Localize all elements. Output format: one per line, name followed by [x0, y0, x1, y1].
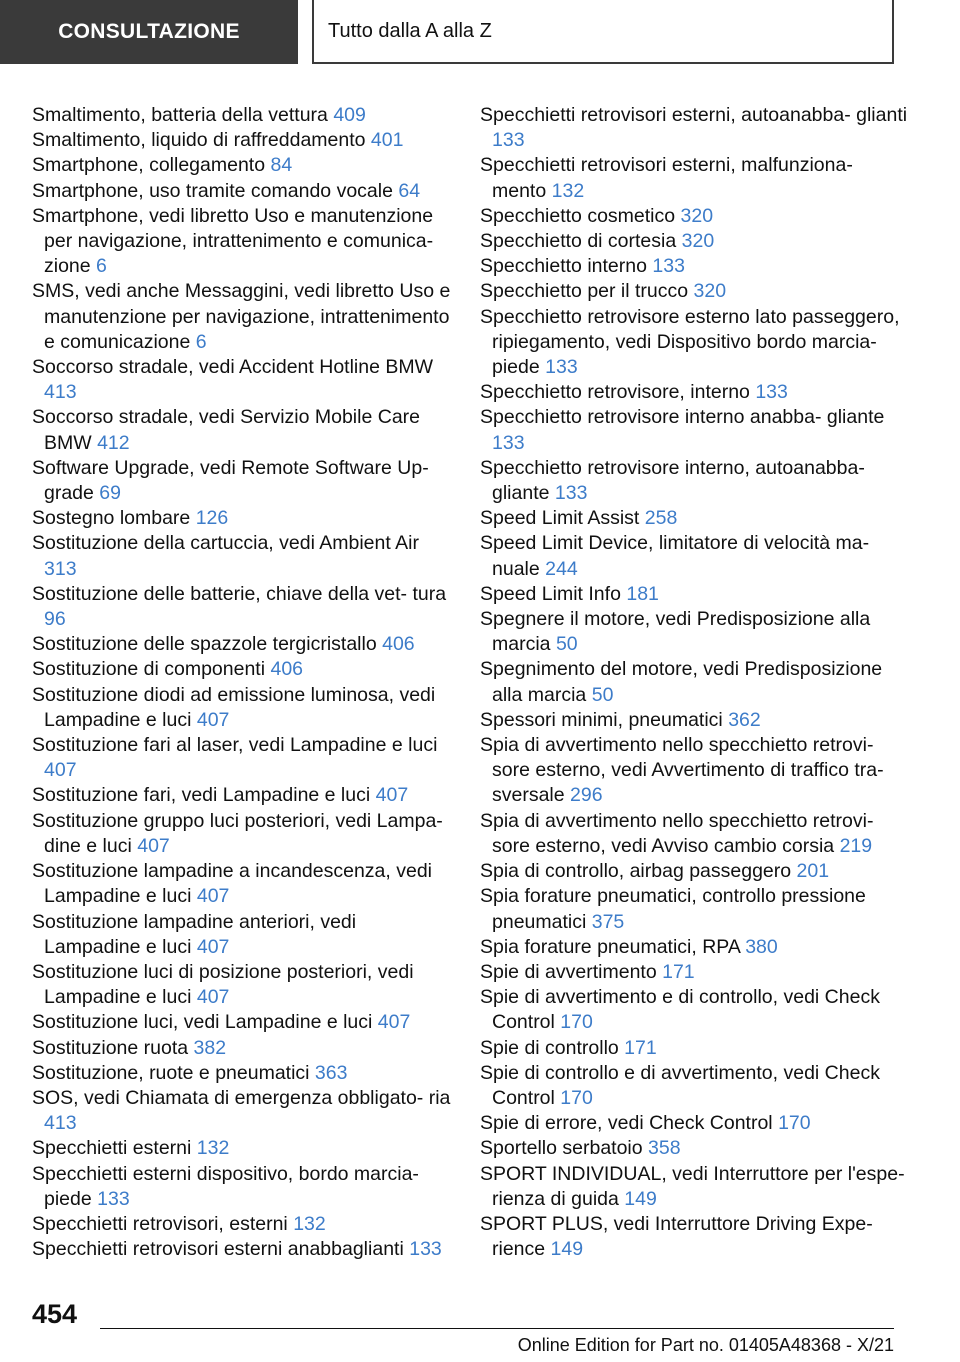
index-entry-text: Speed Limit Device, limitatore di velocità ma‐ nuale [480, 532, 870, 580]
page-reference-link[interactable]: 6 [195, 330, 207, 353]
index-entry-text: SPORT INDIVIDUAL, vedi Interruttore per l'espe‐ rienza di guida [480, 1162, 905, 1210]
index-entry [32, 1010, 452, 1035]
index-entry [480, 733, 910, 809]
index-entry [480, 229, 910, 254]
page-reference-link[interactable]: 358 [648, 1137, 681, 1160]
index-entry-text: Spegnere il motore, vedi Predisposizione alla marcia [480, 608, 871, 656]
index-entry-text: SPORT PLUS, vedi Interruttore Driving Expe‐ rience [480, 1212, 873, 1261]
page-reference-link[interactable]: 382 [193, 1036, 227, 1059]
index-entry-text: Sostituzione lampadine anteriori, vedi Lampadine e luci [32, 910, 357, 958]
index-entry [32, 960, 452, 1010]
footer-divider [100, 1328, 894, 1329]
index-entry [480, 582, 910, 607]
index-entry [32, 531, 452, 581]
page-reference-link[interactable]: 171 [662, 960, 695, 983]
index-entry [32, 204, 452, 280]
index-entry-text: Spie di errore, vedi Check Control [480, 1112, 773, 1135]
index-entry-text: Sostituzione delle spazzole tergicristallo [32, 633, 377, 656]
page-reference-link[interactable]: 133 [755, 381, 788, 404]
index-entry [480, 204, 910, 229]
page-reference-link[interactable]: 69 [99, 482, 121, 505]
index-entry-text: Speed Limit Assist [480, 507, 640, 530]
index-entry [32, 279, 452, 355]
page-reference-link[interactable]: 219 [839, 834, 873, 857]
index-entry-text: Specchietto cosmetico [480, 204, 676, 227]
index-entry-text: Spie di avvertimento e di controllo, vedi Check Control [480, 986, 880, 1034]
index-entry [32, 809, 452, 859]
page-reference-link[interactable]: 409 [333, 104, 366, 126]
page-reference-link[interactable]: 170 [778, 1112, 811, 1135]
index-entry-text: Spia di avvertimento nello specchietto retrovi‐ sore esterno, vedi Avvertimento di traffico tra‐ sversale [480, 734, 884, 807]
index-entry-text: Smartphone, uso tramite comando vocale [32, 179, 393, 202]
page-reference-link[interactable]: 170 [560, 1086, 593, 1109]
page-reference-link[interactable]: 407 [196, 708, 230, 731]
page-reference-link[interactable]: 320 [681, 230, 715, 253]
page-reference-link[interactable]: 407 [196, 885, 230, 908]
index-entry-text: SOS, vedi Chiamata di emergenza obbligato‐ ria [32, 1086, 451, 1109]
page-reference-link[interactable]: 406 [382, 633, 415, 656]
page-reference-link[interactable]: 401 [370, 129, 404, 152]
index-entry-text: Sostituzione delle batterie, chiave della vet‐ tura [32, 582, 447, 605]
index-entry-text: Specchietti esterni [32, 1137, 192, 1160]
index-entry-text: Sostituzione fari, vedi Lampadine e luci [32, 784, 371, 807]
index-entry [32, 103, 452, 128]
page-reference-link[interactable]: 320 [680, 204, 714, 227]
page-reference-link[interactable]: 84 [270, 154, 293, 177]
index-entry [32, 456, 452, 506]
index-entry [480, 1212, 910, 1262]
page-reference-link[interactable]: 171 [624, 1036, 657, 1059]
index-column-left [32, 103, 452, 1262]
page-reference-link[interactable]: 413 [44, 1112, 77, 1135]
index-entry [480, 456, 910, 506]
index-entry [32, 1061, 452, 1086]
index-entry [32, 657, 452, 682]
index-entry-text: Specchietti retrovisori esterni anabbaglianti [32, 1238, 404, 1261]
index-entry [480, 607, 910, 657]
section-tab: CONSULTAZIONE [0, 0, 298, 64]
index-entry [480, 380, 910, 405]
index-entry-text: Specchietti retrovisori, esterni [32, 1212, 288, 1235]
index-entry [32, 506, 452, 531]
index-entry-text: Smaltimento, liquido di raffreddamento [32, 129, 366, 152]
index-entry [32, 783, 452, 808]
page-reference-link[interactable]: 50 [555, 633, 578, 656]
index-entry-text: Sostituzione fari al laser, vedi Lampadine e luci [32, 734, 438, 757]
page-reference-link[interactable]: 64 [398, 179, 421, 202]
index-entry-text: Spia di avvertimento nello specchietto retrovi‐ sore esterno, vedi Avviso cambio corsia [480, 809, 874, 857]
index-entry [480, 506, 910, 531]
index-entry [32, 153, 452, 178]
index-entry-text: Sostituzione della cartuccia, vedi Ambient Air [32, 532, 419, 555]
index-entry-text: Smartphone, collegamento [32, 154, 266, 177]
page-reference-link[interactable]: 132 [293, 1212, 326, 1235]
index-entry-text: Sostituzione ruota [32, 1036, 189, 1059]
page-reference-link[interactable]: 313 [44, 557, 77, 580]
index-entry-text: Spia forature pneumatici, RPA [480, 935, 740, 958]
page-reference-link[interactable]: 132 [196, 1137, 230, 1160]
page-reference-link[interactable]: 244 [545, 557, 578, 580]
index-entry [32, 355, 452, 405]
index-entry [480, 405, 910, 455]
index-entry-text: Specchietto interno [480, 255, 647, 278]
index-entry-text: Specchietto retrovisore esterno lato passeggero, ripiegamento, vedi Dispositivo bordo marcia‐ piede [480, 305, 900, 379]
index-entry [480, 884, 910, 934]
index-entry [480, 1136, 910, 1161]
chapter-title: Tutto dalla A alla Z [312, 0, 894, 64]
page-reference-link[interactable]: 170 [560, 1011, 593, 1034]
page-reference-link[interactable]: 132 [551, 179, 585, 202]
index-entry-text: Smartphone, vedi libretto Uso e manutenzione per navigazione, intrattenimento e comunica‐ zione [32, 204, 434, 278]
page-reference-link[interactable]: 320 [693, 280, 727, 303]
page-reference-link[interactable]: 50 [591, 683, 614, 706]
index-entry [480, 809, 910, 859]
index-entry [480, 1111, 910, 1136]
index-entry [32, 632, 452, 657]
page-reference-link[interactable]: 407 [196, 935, 230, 958]
page-reference-link[interactable]: 406 [270, 658, 304, 681]
index-entry-text: Spie di controllo [480, 1036, 619, 1059]
index-entry-text: Specchietti retrovisori esterni, autoanabba‐ glianti [480, 104, 908, 126]
index-entry [32, 1212, 452, 1237]
page-reference-link[interactable]: 133 [97, 1187, 130, 1210]
page-reference-link[interactable]: 362 [728, 708, 761, 731]
index-entry [32, 1237, 452, 1262]
index-entry [480, 153, 910, 203]
index-entry [32, 733, 452, 783]
page-reference-link[interactable]: 407 [44, 759, 77, 782]
index-entry-text: Sostituzione luci di posizione posteriori, vedi Lampadine e luci [32, 960, 414, 1009]
index-entry [480, 1036, 910, 1061]
index-entry-text: Spia forature pneumatici, controllo pressione pneumatici [480, 885, 866, 933]
page-reference-link[interactable]: 133 [492, 431, 525, 454]
index-entry-text: Soccorso stradale, vedi Servizio Mobile Care BMW [32, 406, 421, 454]
index-entry [32, 683, 452, 733]
page-reference-link[interactable]: 363 [314, 1061, 348, 1084]
page-reference-link[interactable]: 201 [796, 860, 830, 883]
index-entry-text: Spegnimento del motore, vedi Predisposizione alla marcia [480, 658, 883, 706]
page-reference-link[interactable]: 181 [626, 582, 659, 605]
index-entry-text: Specchietto di cortesia [480, 230, 677, 253]
index-entry [480, 985, 910, 1035]
page-reference-link[interactable]: 96 [44, 608, 66, 631]
index-entry [480, 279, 910, 304]
index-entry [480, 531, 910, 581]
index-entry [32, 128, 452, 153]
index-entry-text: Sostituzione gruppo luci posteriori, vedi Lampa‐ dine e luci [32, 809, 443, 857]
index-entry-text: Specchietto per il trucco [480, 280, 689, 303]
page-reference-link[interactable]: 407 [196, 986, 230, 1009]
index-entry [480, 935, 910, 960]
index-entry-text: Sostituzione di componenti [32, 658, 266, 681]
index-entry [32, 179, 452, 204]
index-entry [480, 254, 910, 279]
index-column-right [480, 103, 910, 1262]
index-entry [32, 859, 452, 909]
index-entry [480, 708, 910, 733]
index-entry-text: Specchietto retrovisore interno anabba‐ gliante [480, 406, 885, 429]
page-reference-link[interactable]: 133 [545, 356, 578, 379]
index-entry-text: Sportello serbatoio [480, 1137, 643, 1160]
page-reference-link[interactable]: 6 [96, 255, 107, 278]
page-reference-link[interactable]: 258 [644, 507, 678, 530]
index-entry-text: Spia di controllo, airbag passeggero [480, 860, 792, 883]
index-entry [32, 582, 452, 632]
page-reference-link[interactable]: 407 [137, 834, 170, 857]
page-reference-link[interactable]: 407 [377, 1011, 411, 1034]
index-entry-text: SMS, vedi anche Messaggini, vedi libretto Uso e manutenzione per navigazione, intrattenimento e comunicazione [32, 280, 451, 353]
index-entry-text: Spie di avvertimento [480, 960, 657, 983]
page-reference-link[interactable]: 133 [492, 129, 525, 152]
index-entry [480, 103, 910, 153]
page-reference-link[interactable]: 412 [97, 431, 130, 454]
index-entry-text: Spie di controllo e di avvertimento, vedi Check Control [480, 1061, 880, 1109]
index-entry [480, 657, 910, 707]
page-reference-link[interactable]: 413 [44, 381, 77, 404]
index-entry [480, 1162, 910, 1212]
footer-edition: Online Edition for Part no. 01405A48368 - X/21 [517, 1335, 894, 1355]
index-entry-text: Sostituzione lampadine a incandescenza, vedi Lampadine e luci [32, 860, 433, 908]
page-number: 454 [32, 1299, 78, 1329]
index-entry-text: Sostegno lombare [32, 507, 191, 530]
page-reference-link[interactable]: 149 [624, 1187, 657, 1210]
index-entry [32, 1162, 452, 1212]
index-entry [480, 305, 910, 381]
index-entry-text: Spessori minimi, pneumatici [480, 708, 723, 731]
index-entry-text: Sostituzione diodi ad emissione luminosa, vedi Lampadine e luci [32, 683, 436, 731]
index-entry [32, 1136, 452, 1161]
page-reference-link[interactable]: 133 [409, 1238, 442, 1261]
page-header [0, 0, 960, 66]
index-entry [32, 1086, 452, 1136]
index-entry-text: Specchietti retrovisori esterni, malfunziona‐ mento [480, 154, 853, 202]
index-entry-text: Speed Limit Info [480, 582, 621, 605]
index-entry [480, 1061, 910, 1111]
index-entry-text: Specchietti esterni dispositivo, bordo marcia‐ piede [32, 1162, 419, 1210]
index-entry-text: Sostituzione luci, vedi Lampadine e luci [32, 1011, 373, 1034]
page-reference-link[interactable]: 380 [745, 935, 778, 958]
index-entry [480, 859, 910, 884]
index-entry [480, 960, 910, 985]
index-entry-text: Software Upgrade, vedi Remote Software Up‐ grade [32, 456, 429, 505]
index-entry-text: Smaltimento, batteria della vettura [32, 104, 328, 126]
index-entry [32, 405, 452, 455]
page-reference-link[interactable]: 149 [550, 1238, 584, 1261]
index-entry-text: Specchietto retrovisore interno, autoanabba‐ gliante [480, 456, 865, 505]
page-reference-link[interactable]: 126 [195, 507, 229, 530]
index-entry-text: Specchietto retrovisore, interno [480, 381, 750, 404]
page-reference-link[interactable]: 133 [554, 482, 588, 505]
page-reference-link[interactable]: 133 [652, 255, 685, 278]
index-entry [32, 1036, 452, 1061]
index-entry [32, 910, 452, 960]
page-reference-link[interactable]: 296 [570, 784, 603, 807]
page-reference-link[interactable]: 375 [591, 910, 625, 933]
index-entry-text: Soccorso stradale, vedi Accident Hotline BMW [32, 356, 434, 379]
page-reference-link[interactable]: 407 [375, 784, 409, 807]
index-entry-text: Sostituzione, ruote e pneumatici [32, 1061, 310, 1084]
